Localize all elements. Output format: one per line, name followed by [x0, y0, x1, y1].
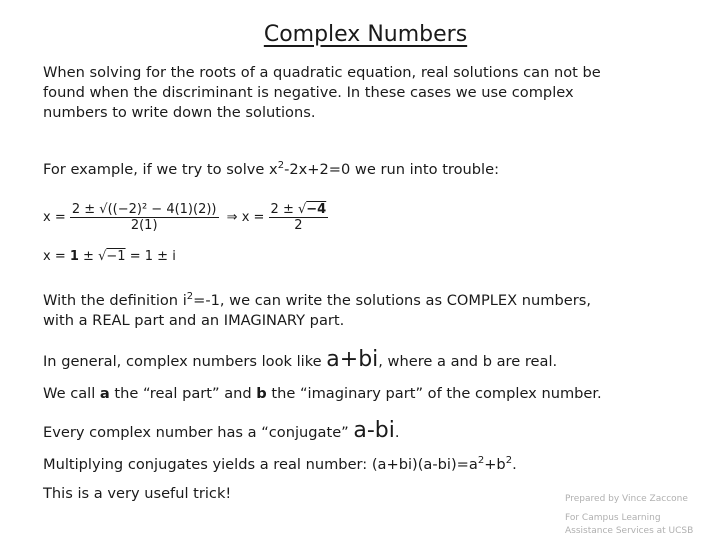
footer-line-1: Prepared by Vince Zaccone [565, 494, 688, 504]
trick-sentence: This is a very useful trick! [43, 485, 232, 502]
definition-superscript: 2 [186, 291, 194, 303]
formula-fraction-1 [70, 202, 219, 233]
call-text-b: the “real part” and [109, 385, 257, 402]
conjugate-form-expression: a-bi [353, 418, 395, 443]
formula-result-one-b: 1 [144, 249, 154, 264]
formula-result-pm: ± [83, 249, 94, 264]
multiply-text-c: . [512, 456, 517, 473]
multiply-superscript-a: 2 [477, 455, 485, 467]
definition-line-1 [43, 291, 591, 311]
intro-paragraph [43, 63, 601, 123]
example-text-mid: -2x+2=0 we run into trouble: [284, 161, 499, 178]
example-sentence [43, 160, 499, 180]
call-text-c: the “imaginary part” of the complex number. [266, 385, 602, 402]
page-title: Complex Numbers [263, 22, 468, 47]
definition-text-a: With the definition i [43, 292, 187, 309]
formula-x-equals-2: x = [241, 210, 265, 225]
conjugate-text-before: Every complex number has a “conjugate” [43, 424, 354, 441]
formula-result-line: x = 1 ± √−1 = 1 ± i [43, 249, 176, 264]
multiply-text-b: +b [484, 456, 506, 473]
formula-fraction-2 [269, 202, 329, 233]
quadratic-formula [43, 202, 343, 272]
conjugate-text-after: . [394, 424, 400, 441]
call-letter-a: a [99, 385, 110, 402]
formula-fraction-2-radicand: −4 [306, 202, 327, 217]
call-text-a: We call [43, 385, 100, 402]
conjugate-sentence [43, 418, 400, 446]
formula-fraction-2-prefix: 2 ± [270, 202, 294, 217]
example-text-before: For example, if we try to solve x [43, 161, 278, 178]
footer-line-2: For Campus Learning [565, 513, 661, 523]
formula-result-equals: = [129, 249, 141, 264]
multiply-sentence [43, 455, 517, 475]
definition-line-2: with a REAL part and an IMAGINARY part. [43, 312, 345, 329]
general-text-before: In general, complex numbers look like [43, 353, 327, 370]
formula-fraction-1-denominator: 2(1) [130, 218, 158, 233]
formula-result-x-equals: x = [43, 249, 66, 264]
call-letter-b: b [256, 385, 267, 402]
definition-paragraph [43, 291, 591, 331]
formula-fraction-1-numerator: 2 ± √((−2)² − 4(1)(2)) [71, 202, 217, 217]
formula-x-equals: x = [43, 210, 66, 225]
formula-result-i: i [172, 249, 176, 264]
multiply-text-a: Multiplying conjugates yields a real number: (a+bi)(a-bi)=a [43, 456, 478, 473]
real-imaginary-sentence [43, 384, 602, 404]
implies-arrow: ⇒ [226, 210, 238, 225]
multiply-superscript-b: 2 [505, 455, 513, 467]
formula-result-radicand: −1 [106, 249, 126, 264]
intro-line-3: numbers to write down the solutions. [43, 104, 316, 121]
formula-fraction-2-denominator: 2 [294, 218, 303, 233]
footer-credit [565, 493, 693, 538]
general-form-expression: a+bi [326, 347, 379, 372]
formula-result-pm-b: ± [157, 249, 169, 264]
intro-line-1: When solving for the roots of a quadratic equation, real solutions can not be [43, 64, 601, 81]
intro-line-2: found when the discriminant is negative. In these cases we use complex [43, 84, 574, 101]
definition-text-b: =-1, we can write the solutions as COMPLEX numbers, [193, 292, 591, 309]
example-superscript: 2 [277, 160, 285, 172]
formula-fraction-2-numerator: 2 ± √−4 [270, 202, 327, 217]
footer-line-3: Assistance Services at UCSB [565, 526, 694, 536]
formula-result-one: 1 [69, 249, 79, 264]
general-text-after: , where a and b are real. [378, 353, 558, 370]
general-form-sentence [43, 347, 557, 375]
